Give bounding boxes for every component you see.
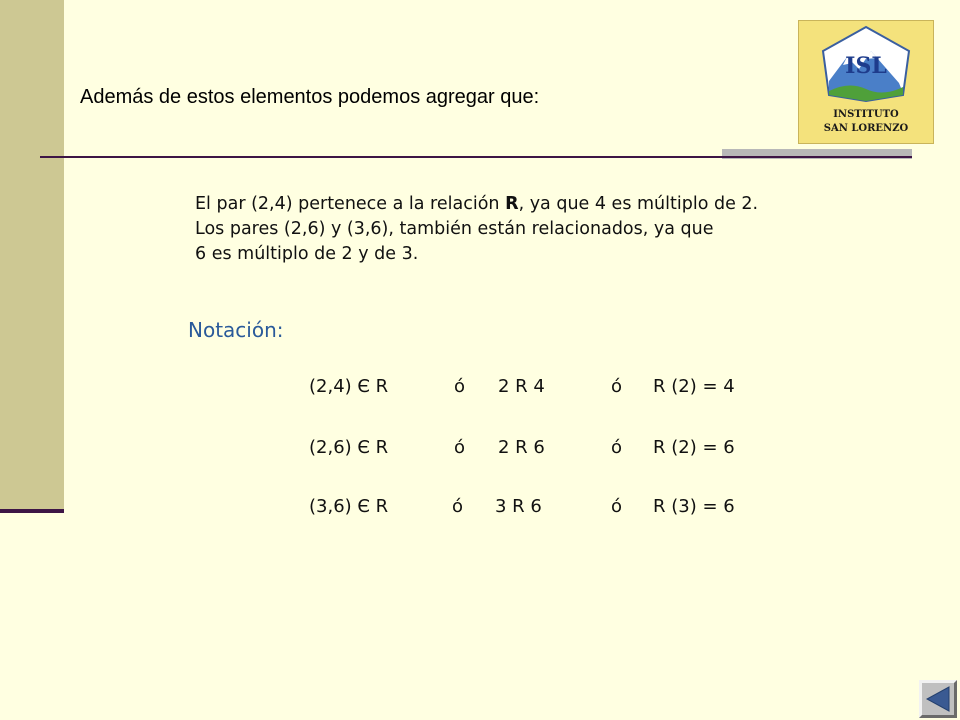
sidebar-bottom-rule [0,509,64,513]
relation-expression: 3 R 6 [495,496,542,517]
relation-expression: 2 R 4 [498,376,545,397]
institute-logo [798,20,934,144]
explanation-paragraph [195,192,758,267]
slide-heading: Además de estos elementos podemos agregar que: [80,86,540,108]
notation-title: Notación: [188,318,284,342]
function-expression: R (2) = 4 [653,376,735,397]
back-button[interactable] [919,680,957,718]
line1-text-end: , ya que 4 es múltiplo de 2. [518,194,759,214]
pair-membership: (2,6) Є R [309,437,389,458]
svg-text:ISL: ISL [845,53,887,79]
svg-text:INSTITUTO: INSTITUTO [833,109,899,120]
paragraph-line-1 [195,192,758,217]
or-separator: ó [611,437,623,458]
function-expression: R (2) = 6 [653,437,735,458]
isl-shield-icon [799,21,933,143]
or-separator: ó [452,496,464,517]
pair-membership: (2,4) Є R [309,376,389,397]
heading-divider [40,156,912,158]
paragraph-line-2: Los pares (2,6) y (3,6), también están relacionados, ya que [195,219,714,239]
pair-membership: (3,6) Є R [309,496,389,517]
or-separator: ó [611,496,623,517]
or-separator: ó [454,376,466,397]
triangle-left-icon [922,683,954,715]
or-separator: ó [611,376,623,397]
relation-expression: 2 R 6 [498,437,545,458]
svg-text:SAN LORENZO: SAN LORENZO [823,123,909,134]
function-expression: R (3) = 6 [653,496,735,517]
line1-text: El par (2,4) pertenece a la relación [195,194,506,214]
or-separator: ó [454,437,466,458]
relation-symbol: R [505,194,519,214]
left-sidebar-bar [0,0,64,512]
paragraph-line-3: 6 es múltiplo de 2 y de 3. [195,244,419,264]
